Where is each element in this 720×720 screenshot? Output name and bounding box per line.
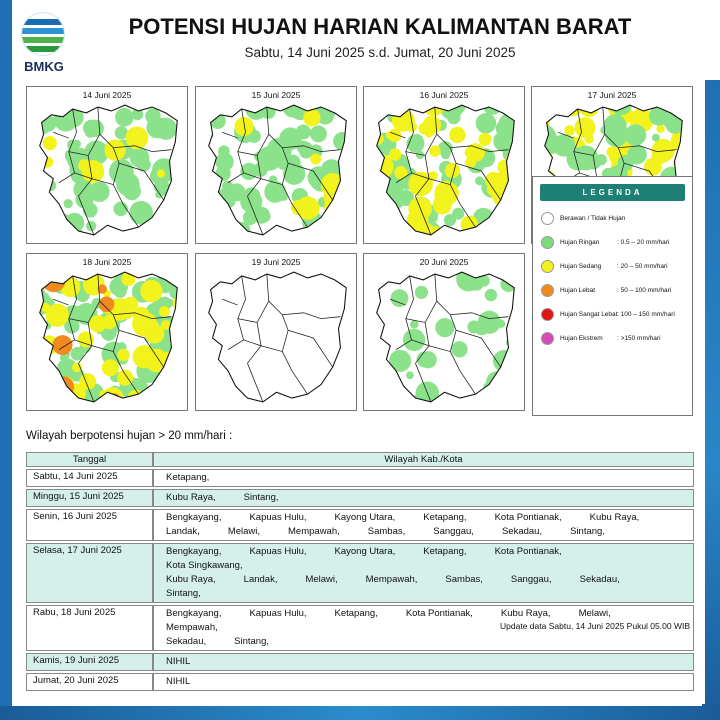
rain-blob (394, 166, 407, 179)
rain-blob (30, 127, 38, 142)
map-date: 18 Juni 2025 (82, 257, 132, 267)
update-note: Update data Sabtu, 14 Juni 2025 Pukul 05.00 WIB (500, 621, 690, 631)
rain-blob (30, 368, 38, 379)
rain-blob (34, 366, 45, 377)
kabupaten-name: Kubu Raya, (500, 608, 551, 619)
map-panel (195, 86, 357, 244)
rain-blob (371, 210, 395, 234)
tanggal-cell: Selasa, 17 Juni 2025 (26, 543, 153, 603)
rain-map (367, 101, 522, 241)
rain-blob (476, 113, 497, 134)
legend-label: Hujan Ekstrem (560, 335, 603, 342)
table-row (26, 509, 694, 541)
page-title: POTENSI HUJAN HARIAN KALIMANTAN BARAT (128, 14, 632, 39)
rain-blob (115, 108, 134, 127)
rain-blob (30, 139, 38, 150)
rain-blob (478, 223, 493, 238)
table-row (26, 673, 694, 691)
wilayah-label: Wilayah berpotensi hujan > 20 mm/hari : (26, 430, 233, 442)
rain-blob (117, 349, 129, 361)
rain-blob (386, 131, 394, 139)
rain-blob (508, 381, 522, 402)
rain-blob (170, 159, 185, 180)
map-panel (363, 86, 525, 244)
kabupaten-name: NIHIL (166, 656, 191, 667)
rain-blob (30, 364, 36, 372)
map-date: 17 Juni 2025 (587, 90, 637, 100)
rain-blob (386, 210, 401, 225)
rain-blob (133, 345, 156, 368)
legend-color-swatch (541, 332, 554, 345)
rain-blob (175, 319, 185, 331)
kabupaten-name: Sambas, (445, 574, 483, 585)
rain-blob (30, 231, 43, 241)
legend-color-swatch (541, 308, 554, 321)
rain-blob (204, 192, 220, 208)
rain-blob (162, 372, 183, 393)
kabupaten-name: Kapuas Hulu, (249, 546, 307, 557)
kabupaten-name: Mempawah, (166, 622, 218, 633)
legend-label: Hujan Ringan (560, 239, 600, 246)
rain-blob (157, 169, 165, 177)
rain-blob (389, 350, 411, 372)
map-panel (26, 253, 188, 411)
page-subtitle: Sabtu, 14 Juni 2025 s.d. Jumat, 20 Juni 2025 (244, 45, 516, 60)
tanggal-cell: Minggu, 15 Juni 2025 (26, 489, 153, 507)
rain-blob (38, 390, 55, 407)
legend-label: Hujan Lebat (560, 287, 596, 294)
rain-blob (113, 202, 128, 217)
kabupaten-name: Sanggau, (433, 526, 474, 537)
logo-text: BMKG (24, 59, 64, 74)
table-row (26, 543, 694, 603)
rain-blob (30, 193, 52, 215)
map-date: 20 Juni 2025 (419, 257, 469, 267)
rain-blob (415, 286, 428, 299)
rain-blob (261, 104, 276, 119)
rain-blob (500, 205, 520, 225)
tanggal-cell: Kamis, 19 Juni 2025 (26, 653, 153, 671)
rain-blob (310, 125, 327, 142)
legend-label: Hujan Sedang (560, 263, 602, 270)
kabupaten-name: Bengkayang, (166, 546, 222, 557)
rain-blob (30, 212, 38, 220)
rain-blob (537, 136, 545, 144)
rain-blob (497, 319, 506, 328)
table-row (26, 469, 694, 487)
rain-blob (498, 113, 521, 136)
rain-blob (303, 109, 320, 126)
rain-blob (199, 222, 216, 241)
kabupaten-name: Mempawah, (288, 526, 340, 537)
rain-blob (165, 209, 179, 223)
rain-blob (240, 191, 262, 213)
rain-blob (44, 233, 52, 241)
rain-blob (403, 329, 425, 351)
rain-blob (368, 200, 393, 225)
rain-blob (465, 157, 476, 168)
rain-blob (140, 280, 162, 302)
land-area (209, 272, 347, 402)
kabupaten-name: Ketapang, (166, 472, 210, 483)
rain-blob (210, 224, 225, 239)
rain-blob (46, 304, 69, 327)
rain-blob (389, 148, 401, 160)
rain-blob (129, 201, 153, 225)
rain-blob (123, 297, 138, 312)
rain-blob (656, 125, 664, 133)
rain-blob (513, 310, 522, 326)
rain-blob (164, 382, 185, 405)
kabupaten-name: Kayong Utara, (334, 546, 396, 557)
kabupaten-name: Landak, (166, 526, 200, 537)
kabupaten-name: Bengkayang, (166, 608, 222, 619)
kabupaten-name: Kota Singkawang, (166, 560, 243, 571)
rain-blob (146, 394, 157, 405)
wilayah-cell (153, 489, 694, 507)
rain-blob (160, 351, 176, 367)
kabupaten-name: Melawi, (578, 608, 611, 619)
rain-map (367, 268, 522, 408)
rain-blob (89, 181, 110, 202)
kabupaten-name: Kubu Raya, (589, 512, 640, 523)
rain-blob (177, 387, 185, 402)
rain-blob (208, 206, 229, 227)
rain-blob (501, 102, 511, 112)
kabupaten-name: Kapuas Hulu, (249, 608, 307, 619)
rain-blob (505, 198, 514, 207)
rain-map (30, 268, 185, 408)
rain-blob (441, 151, 450, 160)
rain-blob (30, 223, 44, 238)
wilayah-cell (153, 653, 694, 671)
rain-blob (370, 191, 381, 202)
kabupaten-name: Melawi, (305, 574, 338, 585)
rain-blob (83, 203, 98, 218)
kabupaten-name: Ketapang, (334, 608, 378, 619)
kabupaten-name: Sintang, (243, 492, 279, 503)
rain-blob (495, 229, 508, 241)
map-panel (195, 253, 357, 411)
kabupaten-name: Kayong Utara, (334, 512, 396, 523)
rain-blob (159, 306, 170, 317)
rain-blob (174, 325, 185, 347)
map-panel (363, 253, 525, 411)
legend-box (532, 176, 693, 416)
rain-blob (267, 138, 292, 163)
rain-map (30, 101, 185, 241)
kabupaten-name: Sekadau, (166, 636, 207, 647)
kabupaten-name: Ketapang, (423, 546, 467, 557)
legend-range: : 50 – 100 mm/hari (617, 287, 672, 294)
rain-blob (145, 108, 160, 124)
rain-blob (368, 151, 380, 163)
rain-blob (126, 127, 149, 150)
rain-blob (163, 377, 181, 395)
kabupaten-name: Sintang, (570, 526, 605, 537)
rain-blob (109, 159, 134, 184)
table-row (26, 489, 694, 507)
rain-blob (117, 370, 133, 386)
rain-blob (235, 117, 254, 136)
rain-blob (266, 183, 278, 195)
rain-blob (310, 154, 321, 165)
rain-blob (43, 136, 57, 150)
rain-blob (536, 148, 550, 162)
rain-blob (123, 182, 141, 200)
rain-blob (172, 101, 185, 115)
rain-blob (254, 151, 264, 161)
rain-region-table (26, 450, 694, 693)
kabupaten-name: Ketapang, (423, 512, 467, 523)
rain-blob (500, 208, 511, 219)
rain-blob (410, 320, 419, 329)
rain-blob (86, 221, 96, 231)
rain-blob (435, 318, 454, 337)
kabupaten-name: Sintang, (166, 588, 201, 599)
rain-blob (64, 199, 73, 208)
rain-blob (677, 158, 689, 170)
rain-blob (99, 296, 115, 312)
rain-blob (386, 225, 401, 240)
tanggal-cell: Sabtu, 14 Juni 2025 (26, 469, 153, 487)
legend-title: LEGENDA (540, 184, 685, 201)
table-row (26, 653, 694, 671)
rain-blob (30, 383, 50, 404)
legend-label: Berawan / Tidak Hujan (560, 215, 626, 222)
tanggal-cell: Senin, 16 Juni 2025 (26, 509, 153, 541)
legend-color-swatch (541, 212, 554, 225)
wilayah-cell (153, 469, 694, 487)
map-date: 16 Juni 2025 (419, 90, 469, 100)
rain-blob (486, 371, 510, 395)
bottom-accent-bar (0, 706, 720, 720)
rain-blob (34, 395, 55, 408)
rain-blob (449, 127, 465, 143)
rain-blob (465, 147, 477, 159)
rain-blob (53, 335, 73, 355)
rain-blob (85, 127, 96, 138)
rain-blob (303, 227, 317, 241)
rain-blob (507, 217, 522, 241)
rain-blob (433, 195, 452, 214)
legend-label: Hujan Sangat Lebat (560, 311, 618, 318)
kabupaten-name: Sekadau, (501, 526, 543, 537)
rain-blob (564, 125, 574, 135)
rain-blob (63, 107, 83, 127)
rain-blob (513, 102, 522, 114)
wilayah-cell (153, 673, 694, 691)
table-header-tanggal: Tanggal (26, 452, 153, 467)
rain-blob (423, 116, 442, 135)
rain-blob (459, 230, 475, 241)
wilayah-cell (153, 543, 694, 603)
rain-blob (132, 312, 157, 337)
legend-range: : 20 – 50 mm/hari (617, 263, 668, 270)
bmkg-logo-icon (21, 12, 65, 56)
rain-blob (492, 184, 513, 205)
kabupaten-name: Melawi, (227, 526, 261, 537)
rain-blob (30, 116, 39, 128)
rain-blob (451, 341, 467, 357)
rain-blob (381, 197, 390, 206)
bmkg-logo (18, 12, 68, 74)
map-date: 19 Juni 2025 (251, 257, 301, 267)
rain-blob (121, 272, 135, 286)
rain-blob (512, 147, 522, 164)
rain-blob (596, 154, 607, 165)
kabupaten-name: Sintang, (234, 636, 270, 647)
tanggal-cell: Rabu, 18 Juni 2025 (26, 605, 153, 651)
rain-blob (170, 326, 185, 350)
rain-blob (510, 268, 522, 285)
wilayah-cell (153, 509, 694, 541)
rain-blob (493, 380, 511, 398)
rain-blob (170, 385, 180, 395)
rain-blob (163, 224, 172, 233)
rain-blob (152, 158, 176, 182)
kabupaten-name: Bengkayang, (166, 512, 222, 523)
rain-blob (42, 268, 66, 292)
rain-map (199, 268, 354, 408)
kabupaten-name: Sekadau, (579, 574, 620, 585)
rain-blob (82, 160, 105, 183)
legend-color-swatch (541, 260, 554, 273)
rain-blob (652, 134, 660, 142)
rain-blob (175, 171, 185, 186)
kabupaten-name: Mempawah, (365, 574, 418, 585)
rain-blob (444, 214, 456, 226)
table-header-wilayah: Wilayah Kab./Kota (153, 452, 694, 467)
rain-blob (479, 133, 492, 146)
rain-blob (506, 187, 515, 196)
legend-color-swatch (541, 284, 554, 297)
legend-range: : 100 – 150 mm/hari (617, 311, 675, 318)
rain-blob (391, 289, 409, 307)
rain-blob (215, 153, 233, 171)
kabupaten-name: Kota Pontianak, (494, 512, 562, 523)
rain-blob (31, 147, 40, 156)
rain-blob (406, 371, 414, 379)
rain-blob (291, 200, 307, 216)
kabupaten-name: Kubu Raya, (166, 574, 216, 585)
rain-blob (374, 188, 386, 200)
rain-blob (102, 359, 119, 376)
map-date: 15 Juni 2025 (251, 90, 301, 100)
rain-blob (535, 101, 549, 113)
rain-blob (485, 289, 497, 301)
kabupaten-name: Kapuas Hulu, (249, 512, 307, 523)
rain-blob (176, 357, 185, 371)
rain-blob (206, 210, 222, 226)
rain-blob (176, 329, 185, 338)
legend-range: : 0.5 – 20 mm/hari (617, 239, 670, 246)
rain-blob (30, 220, 42, 236)
rain-blob (367, 171, 383, 191)
kabupaten-name: Kota Pontianak, (405, 608, 473, 619)
kabupaten-name: Kubu Raya, (166, 492, 216, 503)
rain-blob (474, 320, 489, 335)
rain-blob (408, 172, 433, 197)
rain-blob (575, 117, 596, 138)
rain-blob (199, 179, 205, 190)
rain-blob (101, 387, 123, 408)
rain-blob (169, 268, 181, 279)
rain-blob (499, 104, 507, 112)
rain-blob (429, 145, 440, 156)
kabupaten-name: Sanggau, (510, 574, 552, 585)
left-accent-bar (0, 0, 12, 720)
rain-blob (58, 231, 67, 240)
kabupaten-name: Kota Pontianak, (494, 546, 562, 557)
rain-blob (156, 203, 176, 223)
legend-range: : >150 mm/hari (617, 335, 661, 342)
map-panel (26, 86, 188, 244)
map-date: 14 Juni 2025 (82, 90, 132, 100)
rain-blob (367, 230, 381, 241)
legend-color-swatch (541, 236, 554, 249)
rain-map (199, 101, 354, 241)
rain-blob (39, 223, 57, 241)
tanggal-cell: Jumat, 20 Juni 2025 (26, 673, 153, 691)
rain-blob (610, 124, 629, 143)
kabupaten-name: Sambas, (367, 526, 406, 537)
rain-blob (35, 374, 48, 387)
kabupaten-name: Landak, (243, 574, 278, 585)
kabupaten-name: NIHIL (166, 676, 191, 687)
